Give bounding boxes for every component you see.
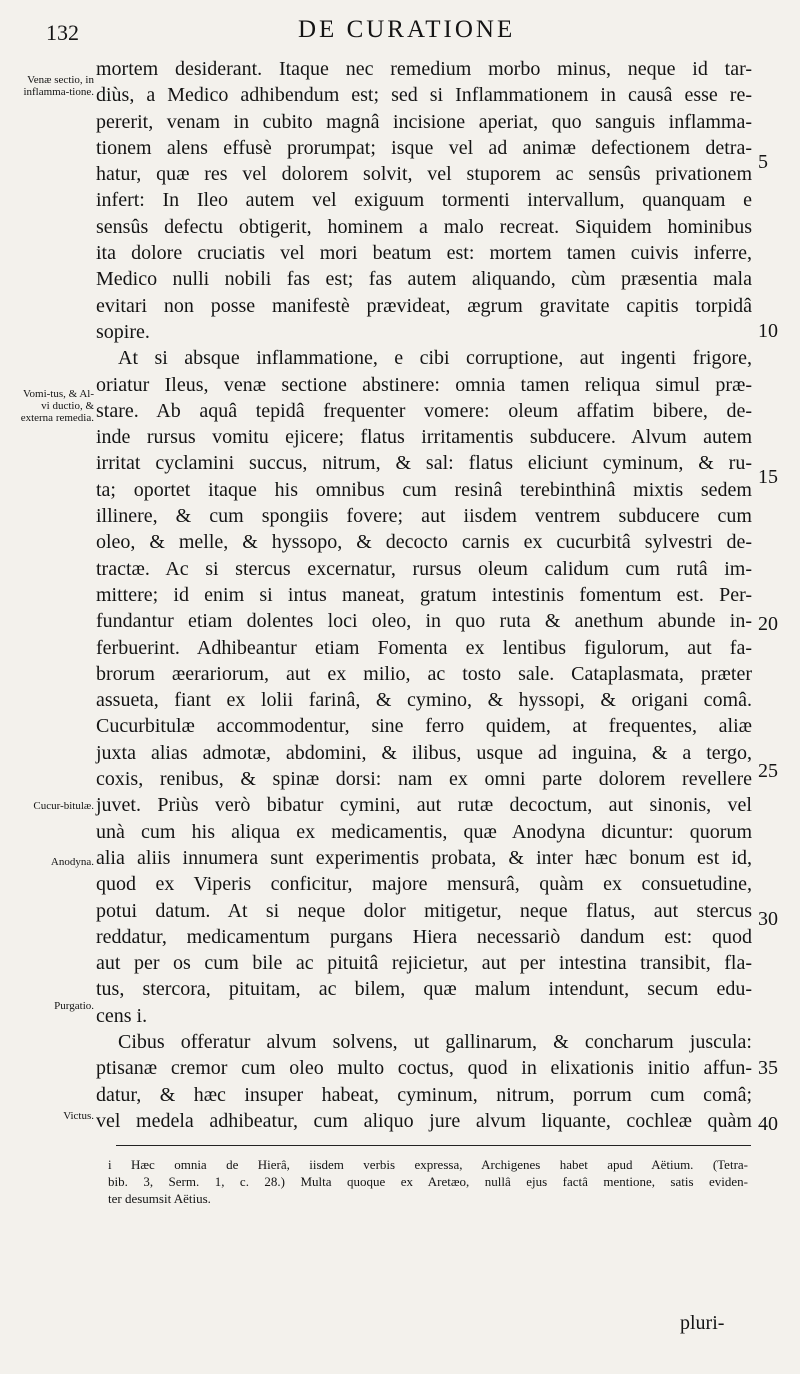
margin-note-vomitus: Vomi-tus, & Al-vi ductio, & externa remedia. (20, 388, 94, 424)
line-number: 5 (758, 151, 768, 173)
text-line: assueta, fiant ex lolii farinâ, & cymino, & hyssopi, & origani comâ. (96, 689, 752, 712)
text-line: Medico nulli nobili fas est; fas autem aliquando, cùm præsentia mala (96, 268, 752, 291)
text-line: quod ex Viperis conficitur, majore mensurâ, quàm ex consuetudine, (96, 873, 752, 896)
text-line: ptisanæ cremor cum oleo multo coctus, quod in elixationis initio affun- (96, 1057, 752, 1080)
text-line: fundantur etiam dolentes loci oleo, in quo ruta & anethum abunde in- (96, 610, 752, 633)
line-number: 40 (758, 1113, 778, 1135)
text-line: Cibus offeratur alvum solvens, ut gallinarum, & concharum juscula: (118, 1030, 752, 1053)
line-number: 15 (758, 466, 778, 488)
text-line: aut per os cum bile ac pituitâ rejicietur, aut per intestina transibit, fla- (96, 952, 752, 975)
margin-note-victus: Victus. (63, 1110, 94, 1122)
text-line: tionem alens effusè prorumpat; isque vel ad animæ defectionem detra- (96, 136, 752, 159)
text-line: unà cum his aliqua ex medicamentis, quæ Anodyna dicuntur: quorum (96, 820, 752, 843)
running-title: DE CURATIONE (298, 16, 516, 43)
text-line: sopire. (96, 320, 150, 343)
text-line: alia aliis innumera sunt experimentis probata, & inter hæc bonum est id, (96, 846, 752, 869)
text-line: reddatur, medicamentum purgans Hiera necessariò dandum est: quod (96, 925, 752, 948)
text-line: sensûs defectu obtigerit, hominem a malo recreat. Siquidem hominibus (96, 215, 752, 238)
text-line: illinere, & cum spongiis fovere; aut iisdem ventrem subducere cum (96, 505, 752, 528)
text-line: vel medela adhibeatur, cum aliquo jure alvum liquante, cochleæ quàm (96, 1109, 752, 1132)
text-line: tractæ. Ac si stercus excernatur, rursus oleum calidum cum rutâ im- (96, 557, 752, 580)
text-line: ferbuerint. Adhibeantur etiam Fomenta ex lentibus figulorum, aut fa- (96, 636, 752, 659)
text-line: ita dolore cruciatis vel mori beatum est: mortem tamen cuivis inferre, (96, 242, 752, 265)
catchword: pluri- (680, 1312, 725, 1334)
text-line: oriatur Ileus, venæ sectione abstinere: omnia tamen reliqua simul præ- (96, 373, 752, 396)
text-line: mortem desiderant. Itaque nec remedium morbo minus, neque id tar- (96, 58, 752, 80)
margin-note-venae-sectio: Venæ sectio, in inflamma-tione. (23, 74, 94, 98)
text-line: pererit, venam in cubito magnâ incisione aperiat, quo sanguis inflamma- (96, 110, 752, 133)
main-text (96, 56, 752, 1134)
line-number: 25 (758, 760, 778, 782)
margin-note-anodyna: Anodyna. (50, 856, 94, 868)
text-line: ta; oportet itaque his omnibus cum resinâ terebinthinâ mixtis sedem (96, 478, 752, 501)
line-number: 30 (758, 908, 778, 930)
line-number: 20 (758, 613, 778, 635)
text-line: juvet. Priùs verò bibatur cymini, aut rutæ decoctum, aut sinonis, vel (96, 794, 752, 817)
text-line: mittere; id enim si intus maneat, gratum intestinis fomentum est. Per- (96, 583, 752, 606)
text-line: tus, stercora, pituitam, ac bilem, quæ malum intendunt, secum edu- (96, 978, 752, 1001)
footnote-line: ter desumsit Aëtius. (108, 1191, 211, 1206)
text-line: brorum æerariorum, aut ex milio, ac tosto sale. Cataplasmata, præter (96, 662, 752, 685)
text-line: potui datum. At si neque dolor mitigetur, neque flatus, aut stercus (96, 899, 752, 922)
line-number: 10 (758, 320, 778, 342)
line-number: 35 (758, 1057, 778, 1079)
text-line: juxta alias admotæ, abdomini, & ilibus, usque ad inguina, & a tergo, (96, 741, 752, 764)
text-line: oleo, & melle, & hyssopo, & decocto carnis ex cucurbitâ sylvestri de- (96, 531, 752, 554)
footnote-line: i Hæc omnia de Hierâ, iisdem verbis expressa, Archigenes habet apud Aëtium. (Tetra- (108, 1157, 748, 1172)
text-line: hatur, quæ res vel dolorem solvit, vel stuporem ac sensûs privationem (96, 163, 752, 186)
page-number: 132 (46, 20, 79, 45)
text-line: evitari non posse manifestè prævideat, ægrum gravitate capitis torpidâ (96, 294, 752, 317)
text-line: At si absque inflammatione, e cibi corruptione, aut ingenti frigore, (118, 347, 752, 370)
text-line: cens i. (96, 1004, 148, 1027)
text-line: coxis, renibus, & spinæ dorsi: nam ex omni parte dolorem revellere (96, 768, 752, 791)
footnote-rule (116, 1145, 751, 1146)
text-line: stare. Ab aquâ tepidâ frequenter vomere: oleum affatim bibere, de- (96, 399, 752, 422)
text-line: inde rursus vomitu ejicere; flatus irritamentis subducere. Alvum autem (96, 426, 752, 449)
text-line: Cucurbitulæ accommodentur, sine ferro quidem, at frequentes, aliæ (96, 715, 752, 738)
text-line: irritat cyclamini succus, nitrum, & sal: flatus eliciunt cyminum, & ru- (96, 452, 752, 475)
margin-note-cucurbitulae: Cucur-bitulæ. (33, 800, 94, 812)
text-line: infert: In Ileo autem vel exiguum tormenti intervallum, quanquam e (96, 189, 752, 212)
text-line: diùs, a Medico adhibendum est; sed si Inflammationem in causâ esse re- (96, 84, 752, 107)
margin-note-purgatio: Purgatio. (54, 1000, 94, 1012)
footnote-line: bib. 3, Serm. 1, c. 28.) Multa quoque ex Aretæo, nullâ ejus factâ mentione, satis eviden- (108, 1174, 748, 1189)
footnote (108, 1156, 748, 1207)
text-line: datur, & hæc insuper habeat, cyminum, nitrum, porrum cum comâ; (96, 1083, 752, 1106)
